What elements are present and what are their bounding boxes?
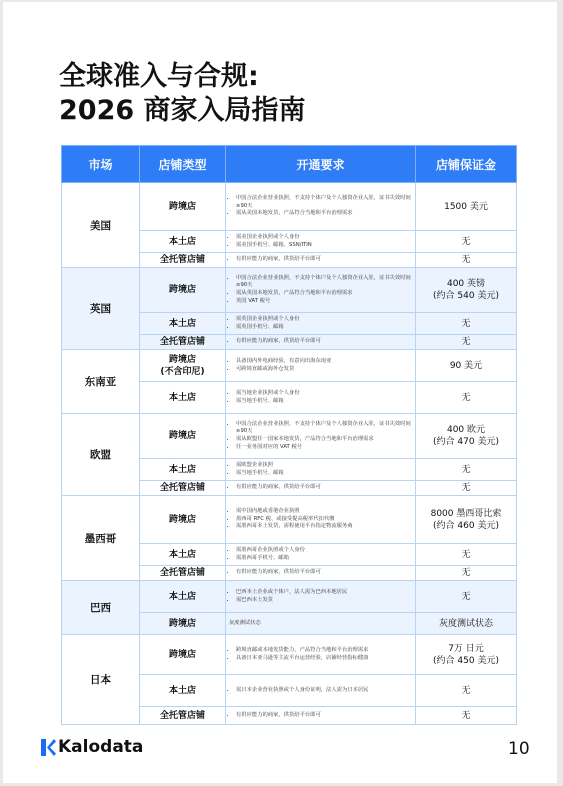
requirement-item: • 需墨西哥企业执照或个人身份	[236, 547, 412, 555]
requirement-item: • 需从英国本地发货，产品符合当地和平台治理需求	[236, 290, 412, 298]
requirement-item: • 需当地手机号、邮箱	[236, 398, 412, 406]
requirements-cell	[226, 382, 416, 414]
table-header-row	[62, 146, 517, 183]
deposit-cell: 7万 日元 (约合 450 美元)	[416, 635, 517, 675]
requirement-item: • 需墨西哥手机号、邮箱	[236, 555, 412, 563]
market-cell: 日本	[62, 635, 140, 725]
market-cell: 英国	[62, 268, 140, 350]
title-line-1: 全球准入与合规:	[59, 61, 259, 92]
deposit-cell: 1500 美元	[416, 183, 517, 231]
deposit-cell: 无	[416, 675, 517, 707]
requirements-cell	[226, 335, 416, 350]
header-market: 市场	[62, 146, 140, 183]
store-type-cell: 本土店	[140, 313, 226, 335]
store-type-cell: 本土店	[140, 675, 226, 707]
requirement-item: • 跨境直邮或本地发货能力，产品符合当地和平台治理需求	[236, 647, 412, 655]
requirements-cell	[226, 350, 416, 382]
deposit-cell: 无	[416, 313, 517, 335]
requirement-item: • 有供应能力的商家，供货给平台即可	[236, 256, 412, 264]
market-cell: 美国	[62, 183, 140, 268]
store-type-cell: 本土店	[140, 459, 226, 481]
page-title	[59, 60, 306, 128]
store-type-cell: 跨境店	[140, 613, 226, 635]
requirement-item: • 需墨西哥本土发货，需程使用平台指定物流服务商	[236, 523, 412, 531]
title-line-2: 2026 商家入局指南	[59, 95, 306, 126]
requirement-item: • 有供应能力的商家，供货给平台即可	[236, 484, 412, 492]
requirement-item: • 需从美国本地发货，产品符合当地和平台治理需求	[236, 210, 412, 218]
requirement-item: • 需英国企业执照或个人身份	[236, 316, 412, 324]
store-type-cell: 跨境店	[140, 496, 226, 544]
market-cell: 东南亚	[62, 350, 140, 414]
deposit-cell: 灰度测试状态	[416, 613, 517, 635]
kalodata-logo	[41, 737, 143, 757]
requirement-item: • 有供应能力的商家，供货给平台即可	[236, 338, 412, 346]
header-requirements: 开通要求	[226, 146, 416, 183]
market-cell: 巴西	[62, 581, 140, 635]
requirements-cell	[226, 707, 416, 725]
requirements-cell	[226, 566, 416, 581]
deposit-cell: 无	[416, 459, 517, 481]
store-type-cell: 本土店	[140, 382, 226, 414]
store-type-cell: 本土店	[140, 581, 226, 613]
requirements-cell	[226, 496, 416, 544]
table-row	[62, 496, 517, 544]
requirement-item: • 巴西本土企业或个体户，法人需为巴西本地居民	[236, 589, 412, 597]
requirement-item: • 墨西哥 RFC 税、或接受提高税率代扣代缴	[236, 516, 412, 524]
requirement-item: • 具备日本亚马逊等主流平台运营经验，店铺经营指标健康	[236, 655, 412, 663]
store-type-cell: 跨境店 (不含印尼)	[140, 350, 226, 382]
header-store-type: 店铺类型	[140, 146, 226, 183]
deposit-cell: 无	[416, 544, 517, 566]
requirement-item: • 需巴西本土发货	[236, 597, 412, 605]
store-type-cell: 跨境店	[140, 635, 226, 675]
requirements-cell	[226, 613, 416, 635]
deposit-cell: 无	[416, 382, 517, 414]
requirement-item: • 有供应能力的商家，供货给平台即可	[236, 569, 412, 577]
deposit-cell: 无	[416, 566, 517, 581]
deposit-cell: 无	[416, 707, 517, 725]
requirement-item: • 需从欧盟任一国家本地发货，产品符合当地和平台治理需求	[236, 436, 412, 444]
table-row	[62, 350, 517, 382]
store-type-cell: 全托管店铺	[140, 707, 226, 725]
requirement-item: • 中国合法企业营业执照，不支持个体户及个人独资企业入驻，证书失效时间≥90天	[236, 195, 412, 210]
kalodata-k-logo-icon	[41, 739, 56, 756]
requirement-item: • 需英国手机号、邮箱	[236, 324, 412, 332]
requirement-item: • 需当地手机号、邮箱	[236, 470, 412, 478]
store-type-cell: 全托管店铺	[140, 335, 226, 350]
requirements-cell	[226, 414, 416, 459]
table-row	[62, 268, 517, 313]
requirement-item: • 需中国内地或香港企业执照	[236, 508, 412, 516]
requirements-cell	[226, 635, 416, 675]
store-type-cell: 跨境店	[140, 183, 226, 231]
table-row	[62, 635, 517, 675]
requirements-cell	[226, 675, 416, 707]
page-number: 10	[508, 739, 530, 759]
store-type-cell: 本土店	[140, 231, 226, 253]
requirements-cell	[226, 231, 416, 253]
requirement-item: • 任一业务国对应的 VAT 税号	[236, 444, 412, 452]
deposit-cell: 无	[416, 335, 517, 350]
requirement-item: • 需欧盟企业执照	[236, 462, 412, 470]
requirements-cell	[226, 253, 416, 268]
deposit-cell: 无	[416, 253, 517, 268]
store-type-cell: 跨境店	[140, 268, 226, 313]
header-deposit: 店铺保证金	[416, 146, 517, 183]
brand-name: Kalodata	[58, 737, 144, 757]
requirements-cell	[226, 459, 416, 481]
requirements-cell	[226, 481, 416, 496]
requirement-item: • 需日本企业营业执照或个人身份证明，法人需为日本居民	[236, 687, 412, 695]
deposit-cell: 400 英镑 (约合 540 美元)	[416, 268, 517, 313]
deposit-cell: 90 美元	[416, 350, 517, 382]
market-cell: 墨西哥	[62, 496, 140, 581]
table-row	[62, 414, 517, 459]
requirement-item: • 英国 VAT 税号	[236, 298, 412, 306]
requirements-cell	[226, 268, 416, 313]
market-compliance-table	[61, 145, 517, 725]
requirement-item: • 需美国企业执照或个人身份	[236, 234, 412, 242]
store-type-cell: 跨境店	[140, 414, 226, 459]
requirements-cell	[226, 183, 416, 231]
requirement-item: • 需美国手机号、邮箱、SSN/ITIN	[236, 242, 412, 250]
requirement-item: • 中国合法企业营业执照，不支持个体户及个人独资企业入驻，证书失效时间≥90天	[236, 421, 412, 436]
requirements-cell	[226, 313, 416, 335]
requirement-item: • 需当地企业执照或个人身份	[236, 390, 412, 398]
store-type-cell: 全托管店铺	[140, 566, 226, 581]
requirement-item: • 具备国内外电商经验，有意向出海东南亚	[236, 358, 412, 366]
store-type-cell: 本土店	[140, 544, 226, 566]
requirement-item: • 可跨境直邮或海外仓发货	[236, 366, 412, 374]
deposit-cell: 无	[416, 231, 517, 253]
deposit-cell: 无	[416, 481, 517, 496]
page	[3, 2, 557, 783]
market-cell: 欧盟	[62, 414, 140, 496]
requirements-cell	[226, 581, 416, 613]
deposit-cell: 8000 墨西哥比索 (约合 460 美元)	[416, 496, 517, 544]
store-type-cell: 全托管店铺	[140, 481, 226, 496]
requirement-item: • 有供应能力的商家，供货给平台即可	[236, 712, 412, 720]
deposit-cell: 400 欧元 (约合 470 美元)	[416, 414, 517, 459]
requirement-item: • 中国合法企业营业执照，不支持个体户及个人独资企业入驻，证书失效时间≥90天	[236, 275, 412, 290]
requirements-cell	[226, 544, 416, 566]
table-row	[62, 581, 517, 613]
requirement-text: 灰度测试状态	[229, 619, 261, 626]
deposit-cell: 无	[416, 581, 517, 613]
store-type-cell: 全托管店铺	[140, 253, 226, 268]
table-row	[62, 183, 517, 231]
